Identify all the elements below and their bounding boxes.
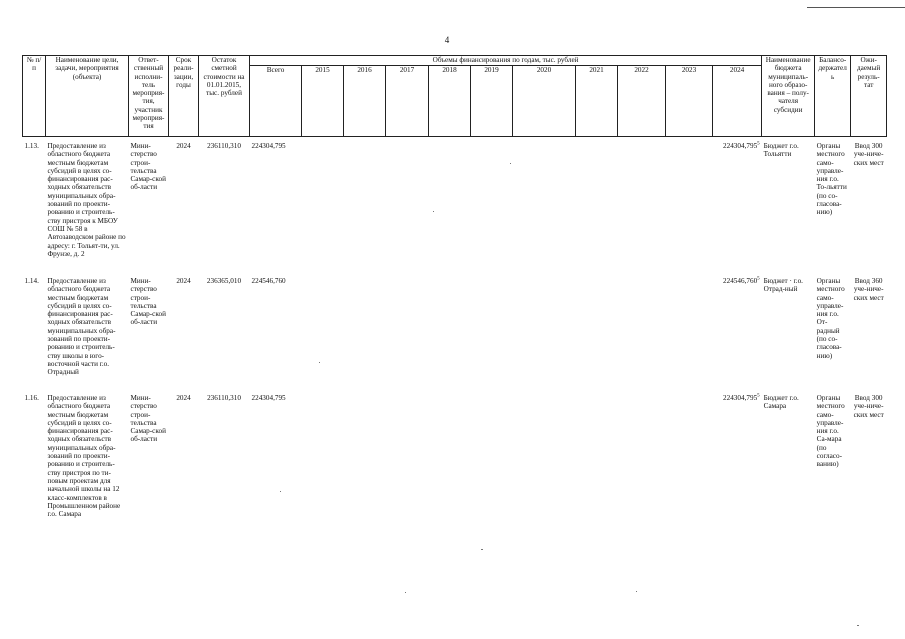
row-term: 2024 (176, 142, 191, 150)
scan-speck (405, 592, 406, 593)
header-year-2021: 2021 (576, 66, 618, 137)
row-term: 2024 (176, 277, 191, 285)
scan-speck (319, 362, 320, 363)
header-year-2018: 2018 (429, 66, 471, 137)
row-responsible: Мини-стерство строи-тельства Самар-ской об-ласти (130, 142, 166, 192)
row-year-2024-value: 224546,760 (723, 277, 758, 285)
row-result: Ввод 300 уче-ниче-ских мест (853, 142, 884, 167)
row-total: 224304,795 (251, 394, 286, 402)
scan-speck (510, 163, 511, 164)
row-year-2024-value: 224304,795 (723, 142, 758, 150)
scan-speck (857, 625, 859, 626)
row-holder: Органы местного само-управле-ния г.о. От-радный (по со-гласова-нию) (816, 277, 845, 360)
row-year-2024 (713, 273, 762, 390)
row-responsible: Мини-стерство строи-тельства Самар-ской об-ласти (130, 277, 166, 327)
financing-table (22, 55, 887, 534)
header-balance: Остаток сметной стоимости на 01.01.2015, тыс. рублей (199, 56, 250, 137)
row-result: Ввод 300 уче-ниче-ских мест (853, 394, 884, 419)
header-year-2015: 2015 (302, 66, 344, 137)
header-responsible: Ответ-ственный исполни-тель мероприя-тия, участник мероприя-тия (129, 56, 169, 137)
row-holder: Органы местного само-управле-ния г.о. То-льятти (по со-гласова-нию) (816, 142, 847, 217)
row-year-2024 (713, 137, 762, 274)
row-term: 2024 (176, 394, 191, 402)
row-year-2024 (713, 390, 762, 534)
table-row (23, 137, 887, 274)
row-total: 224546,760 (251, 277, 286, 285)
header-budget: Наименование бюджета муниципаль-ного образо-вания – полу-чателя субсидии (762, 56, 815, 137)
row-balance: 236110,310 (207, 142, 241, 150)
row-name: Предоставление из областного бюджета местным бюджетам субсидий в целях со-финансирования рас-ходных обязательств муниципальных обра-зований по проекти-рованию и строитель-ству пристроя к МБОУ СОШ № 58 в Автозаводском районе по адресу: г. Тольят-ти, ул. Фрунзе, д. 2 (47, 142, 126, 258)
header-holder: Балансо-держатель (815, 56, 851, 137)
table-row (23, 273, 887, 390)
scan-speck (636, 591, 637, 592)
header-term: Срок реали-зации, годы (169, 56, 199, 137)
row-balance: 236365,010 (206, 277, 242, 285)
header-year-2017: 2017 (386, 66, 429, 137)
table-row (23, 390, 887, 534)
row-responsible: Мини-стерство строи-тельства Самар-ской об-ласти (130, 394, 166, 444)
header-total: Всего (250, 66, 302, 137)
row-name: Предоставление из областного бюджета местным бюджетам субсидий в целях со-финансирования рас-ходных обязательств муниципальных обра-зований по проекти-рованию и строитель-ству пристроя по ти-повым проектам для начальной школы на 12 класс-комплектов в Промышленном районе г.о. Самара (47, 394, 121, 519)
footnote-marker: 5 (757, 141, 760, 147)
header-year-2024: 2024 (713, 66, 762, 137)
header-year-2022: 2022 (618, 66, 666, 137)
page-number: 4 (444, 35, 450, 45)
header-result: Ожи-даемый резуль-тат (851, 56, 887, 137)
header-name: Наименование цели, задачи, мероприятия (объекта) (46, 56, 129, 137)
footnote-marker: 5 (757, 276, 760, 282)
top-edge-line (807, 7, 905, 8)
header-year-2023: 2023 (666, 66, 713, 137)
scan-speck (433, 211, 434, 212)
row-budget: Бюджет г.о. Тольятти (763, 142, 799, 159)
header-year-2020: 2020 (513, 66, 576, 137)
header-year-2016: 2016 (344, 66, 386, 137)
scan-speck (481, 549, 483, 550)
row-holder: Органы местного само-управле-ния г.о. Са-мара (по согласо-ванию) (816, 394, 845, 469)
row-budget: Бюджет · г.о. Отрад-ный (763, 277, 803, 294)
footnote-marker: 5 (757, 393, 760, 399)
row-year-2024-value: 224304,795 (723, 394, 758, 402)
row-no: 1.16. (24, 394, 39, 402)
row-total: 224304,795 (251, 142, 286, 150)
row-result: Ввод 360 уче-ниче-ских мест (853, 277, 884, 302)
scan-speck (280, 491, 281, 492)
row-no: 1.14. (24, 277, 39, 285)
row-budget: Бюджет г.о. Самара (763, 394, 799, 411)
header-no: № п/п (23, 56, 46, 137)
row-no: 1.13. (24, 142, 39, 150)
row-name: Предоставление из областного бюджета местным бюджетам субсидий в целях со-финансирования рас-ходных обязательств муниципальных обра-зований по проекти-рованию и строитель-ству школы в юго-восточной части г.о. Отрадный (47, 277, 116, 377)
header-year-2019: 2019 (471, 66, 513, 137)
header-volumes-group: Объемы финансирования по годам, тыс. рублей (250, 56, 762, 66)
row-balance: 236110,310 (207, 394, 241, 402)
